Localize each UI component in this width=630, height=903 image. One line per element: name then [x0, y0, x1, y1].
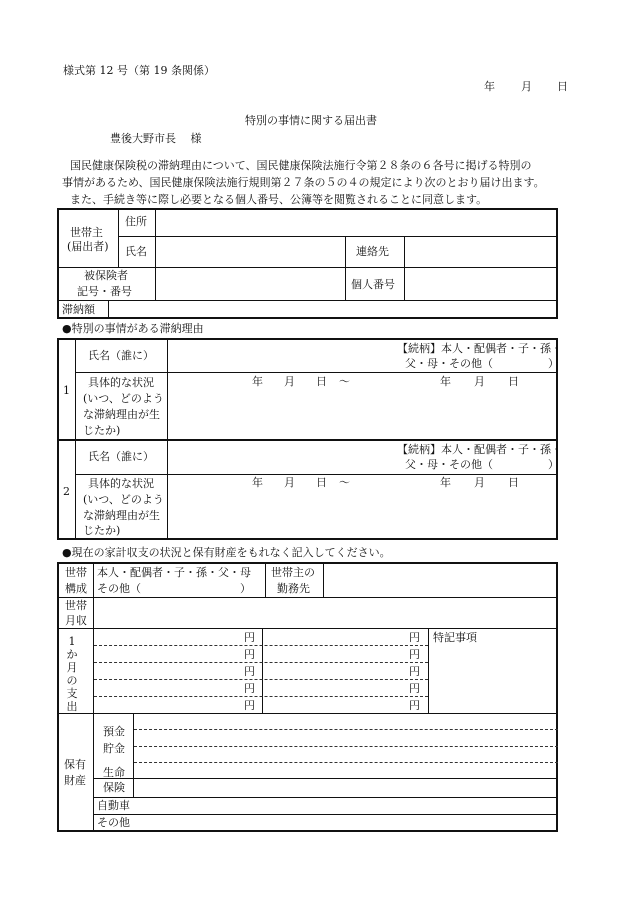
- expense-label-char-3: 月: [66, 661, 78, 674]
- expense-label-char-2: か: [66, 648, 78, 661]
- reason-2-relation-line-2: 父・母・その他（ ）: [405, 458, 559, 471]
- yen-unit: 円: [409, 682, 420, 695]
- addressee: 豊後大野市長 様: [110, 132, 202, 145]
- household-composition-label-2: 構成: [65, 582, 87, 595]
- special-notes-label: 特記事項: [433, 631, 477, 644]
- insured-label: 被保険者: [84, 269, 128, 282]
- householder-sub-label: (届出者): [67, 240, 109, 253]
- date-month-label: 月: [521, 80, 532, 93]
- intro-line-3: また、手続き等に際し必要となる個人番号、公簿等を閲覧されることに同意します。: [70, 193, 488, 206]
- assets-label-2: 財産: [64, 774, 86, 787]
- reason-1-situation-label-2: (いつ、どのよう: [83, 392, 164, 405]
- date-day-label: 日: [557, 80, 568, 93]
- reason-2-to-month: 月: [474, 476, 485, 489]
- expense-label-char-5: 支: [66, 687, 78, 700]
- reason-1-tilde: ～: [339, 375, 350, 388]
- date-year-label: 年: [484, 80, 495, 93]
- reason-2-from-month: 月: [284, 476, 295, 489]
- personal-number-label: 個人番号: [351, 278, 395, 291]
- yen-unit: 円: [244, 631, 255, 644]
- expense-label-char-1: 1: [68, 635, 76, 648]
- yen-unit: 円: [244, 682, 255, 695]
- composition-options-line-2: その他（ ）: [97, 582, 251, 595]
- reason-2-to-year: 年: [440, 476, 451, 489]
- reason-2-to-day: 日: [508, 476, 519, 489]
- reason-2-from-day: 日: [316, 476, 327, 489]
- reason-2-situation-label: 具体的な状況: [88, 477, 154, 490]
- reason-1-situation-label: 具体的な状況: [88, 376, 154, 389]
- reason-1-from-month: 月: [284, 375, 295, 388]
- reason-1-number: 1: [63, 384, 70, 397]
- yen-unit: 円: [244, 648, 255, 661]
- document-title: 特別の事情に関する届出書: [245, 114, 377, 127]
- monthly-income-label: 世帯: [65, 599, 87, 612]
- reason-1-name-label: 氏名（誰に）: [88, 349, 154, 362]
- reason-1-from-day: 日: [316, 375, 327, 388]
- reason-2-situation-label-3: な滞納理由が生: [83, 509, 160, 522]
- yen-unit: 円: [244, 665, 255, 678]
- arrears-amount-label: 滞納額: [62, 303, 95, 316]
- name-label: 氏名: [125, 245, 147, 258]
- yen-unit: 円: [409, 699, 420, 712]
- intro-line-1: 国民健康保険税の滞納理由について、国民健康保険法施行令第２８条の６各号に掲げる特別の: [70, 159, 532, 172]
- yen-unit: 円: [409, 631, 420, 644]
- householder-label: 世帯主: [70, 226, 103, 239]
- expense-label-char-6: 出: [66, 700, 78, 713]
- reason-1-relation-line-2: 父・母・その他（ ）: [405, 357, 559, 370]
- reason-1-to-year: 年: [440, 375, 451, 388]
- reason-1-relation-line-1: 【続柄】本人・配偶者・子・孫・: [397, 342, 562, 355]
- reason-1-from-year: 年: [252, 375, 263, 388]
- form-number: 様式第 12 号（第 19 条関係）: [63, 64, 215, 77]
- life-insurance-label-2: 保険: [103, 781, 125, 794]
- reason-1-situation-label-3: な滞納理由が生: [83, 408, 160, 421]
- reasons-section-title: ●特別の事情がある滞納理由: [62, 322, 204, 335]
- reason-1-to-day: 日: [508, 375, 519, 388]
- insured-number-label: 記号・番号: [77, 285, 132, 298]
- reason-1-to-month: 月: [474, 375, 485, 388]
- household-composition-label: 世帯: [65, 566, 87, 579]
- reason-2-from-year: 年: [252, 476, 263, 489]
- workplace-label-2: 勤務先: [277, 582, 310, 595]
- household-section-title: ●現在の家計収支の状況と保有財産をもれなく記入してください。: [62, 546, 391, 559]
- yen-unit: 円: [409, 665, 420, 678]
- expense-label-char-4: の: [66, 674, 78, 687]
- assets-label: 保有: [64, 758, 86, 771]
- contact-label: 連絡先: [356, 245, 389, 258]
- life-insurance-label: 生命: [103, 766, 125, 779]
- reason-2-name-label: 氏名（誰に）: [88, 450, 154, 463]
- composition-options-line-1: 本人・配偶者・子・孫・父・母: [97, 566, 251, 579]
- reason-2-situation-label-2: (いつ、どのよう: [83, 493, 164, 506]
- deposits-label: 預金: [103, 725, 125, 738]
- yen-unit: 円: [244, 699, 255, 712]
- workplace-label: 世帯主の: [271, 566, 315, 579]
- intro-line-2: 事情があるため、国民健康保険法施行規則第２７条の５の４の規定により次のとおり届け出ます。: [62, 176, 545, 189]
- reason-2-situation-label-4: じたか): [83, 524, 121, 537]
- reason-1-situation-label-4: じたか): [83, 424, 121, 437]
- monthly-income-label-2: 月収: [65, 614, 87, 627]
- address-label: 住所: [125, 215, 147, 228]
- reason-2-number: 2: [63, 485, 70, 498]
- reason-2-tilde: ～: [339, 476, 350, 489]
- reason-2-relation-line-1: 【続柄】本人・配偶者・子・孫・: [397, 443, 562, 456]
- yen-unit: 円: [409, 648, 420, 661]
- car-label: 自動車: [97, 799, 130, 812]
- deposits-label-2: 貯金: [103, 742, 125, 755]
- other-assets-label: その他: [97, 816, 130, 829]
